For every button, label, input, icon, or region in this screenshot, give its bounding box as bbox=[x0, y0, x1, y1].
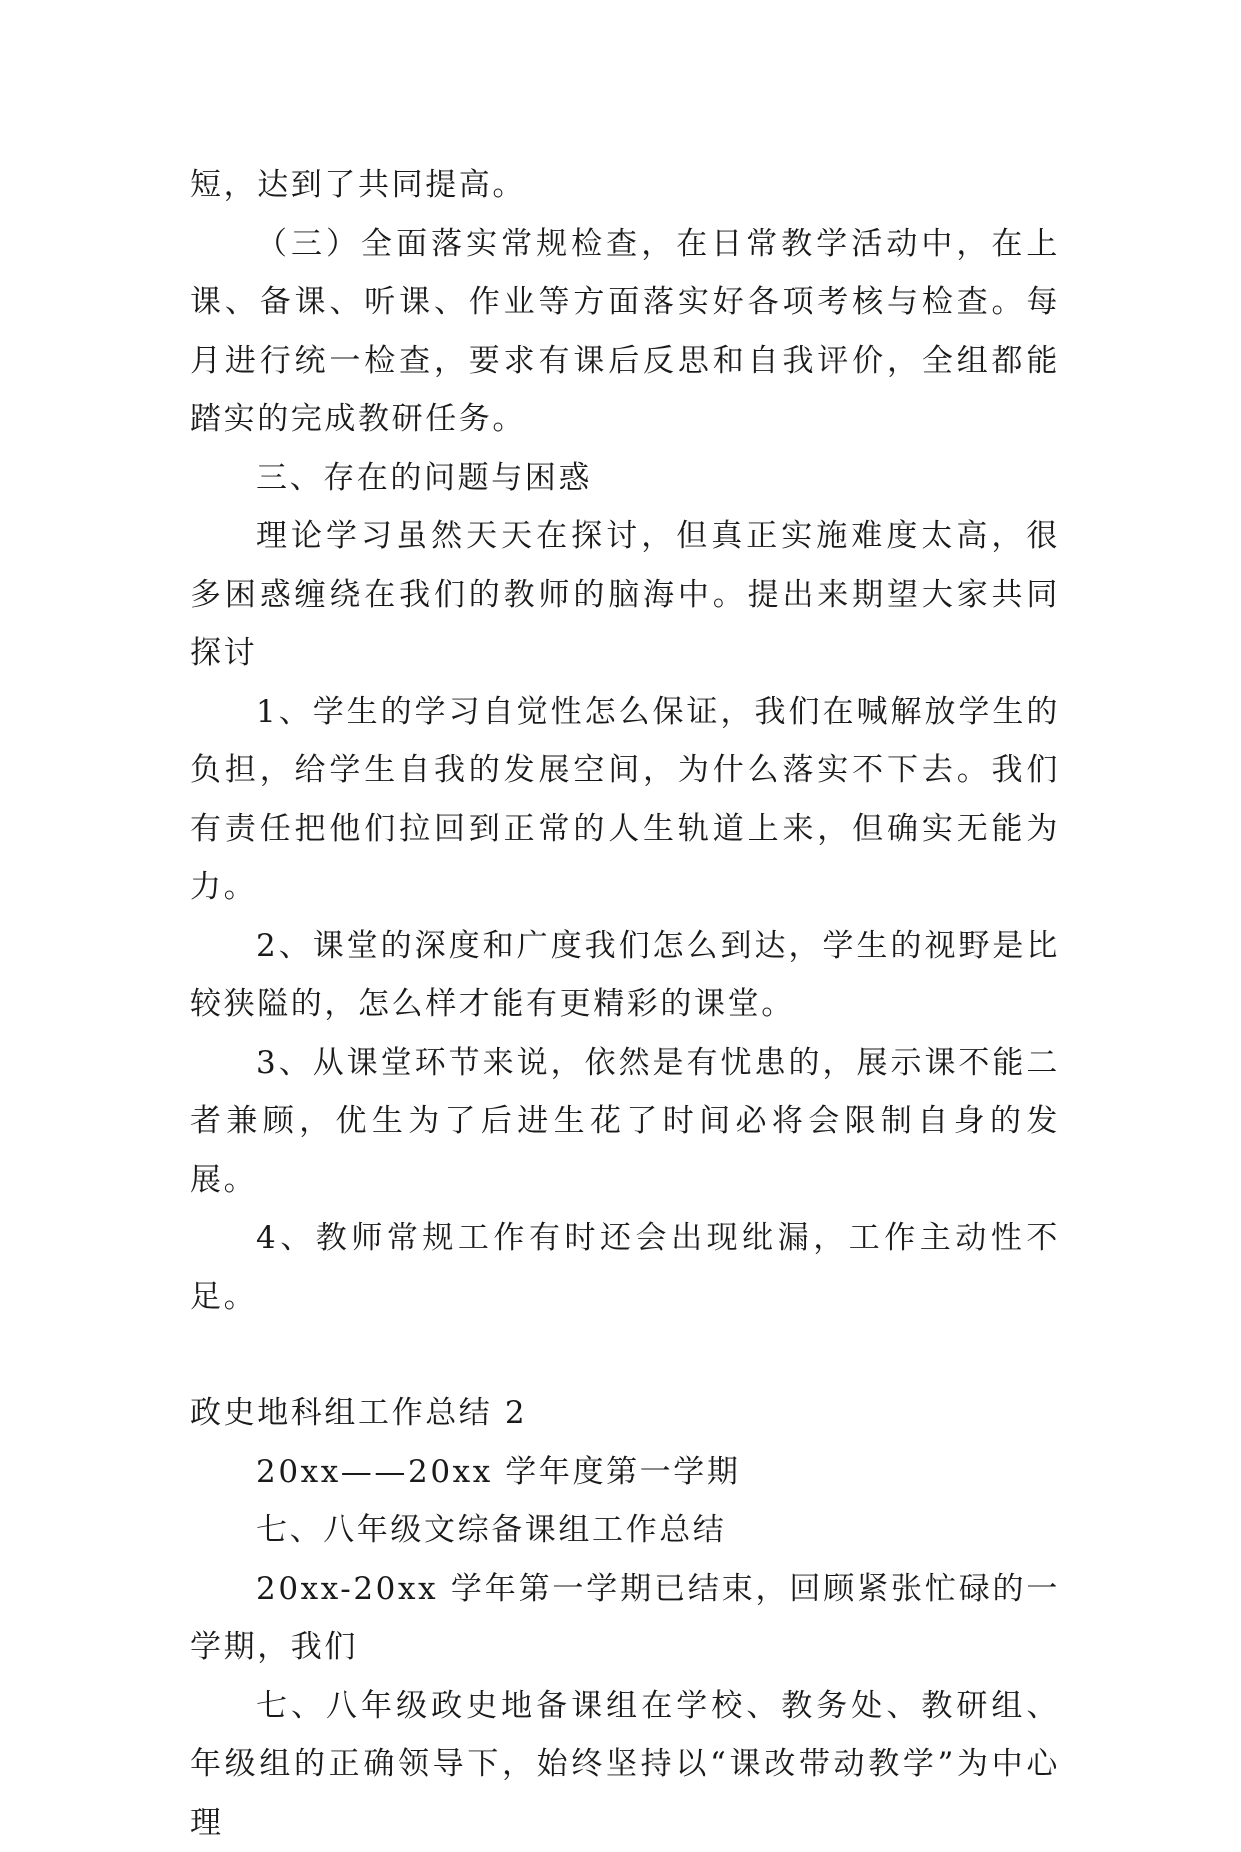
section-title-summary-2: 政史地科组工作总结 2 bbox=[190, 1384, 1060, 1443]
paragraph-continuation: 短，达到了共同提高。 bbox=[190, 156, 1060, 215]
list-item-4: 4、教师常规工作有时还会出现纰漏，工作主动性不足。 bbox=[190, 1209, 1060, 1326]
section-heading-problems: 三、存在的问题与困惑 bbox=[190, 449, 1060, 508]
paragraph-theory-study: 理论学习虽然天天在探讨，但真正实施难度太高，很多困惑缠绕在我们的教师的脑海中。提出来期望大家共同探讨 bbox=[190, 507, 1060, 683]
paragraph-group-title: 七、八年级文综备课组工作总结 bbox=[190, 1501, 1060, 1560]
paragraph-school-year: 20xx——20xx 学年度第一学期 bbox=[190, 1443, 1060, 1502]
paragraph-routine-inspection: （三）全面落实常规检查，在日常教学活动中，在上课、备课、听课、作业等方面落实好各项考核与检查。每月进行统一检查，要求有课后反思和自我评价，全组都能踏实的完成教研任务。 bbox=[190, 215, 1060, 449]
list-item-3: 3、从课堂环节来说，依然是有忧患的，展示课不能二者兼顾，优生为了后进生花了时间必将会限制自身的发展。 bbox=[190, 1034, 1060, 1210]
list-item-1: 1、学生的学习自觉性怎么保证，我们在喊解放学生的负担，给学生自我的发展空间，为什么落实不下去。我们有责任把他们拉回到正常的人生轨道上来，但确实无能为力。 bbox=[190, 683, 1060, 917]
list-item-2: 2、课堂的深度和广度我们怎么到达，学生的视野是比较狭隘的，怎么样才能有更精彩的课堂。 bbox=[190, 917, 1060, 1034]
paragraph-group-leadership: 七、八年级政史地备课组在学校、教务处、教研组、年级组的正确领导下，始终坚持以“课改带动教学”为中心理 bbox=[190, 1677, 1060, 1852]
document-body bbox=[190, 156, 1060, 1852]
paragraph-semester-review: 20xx-20xx 学年第一学期已结束，回顾紧张忙碌的一学期，我们 bbox=[190, 1560, 1060, 1677]
